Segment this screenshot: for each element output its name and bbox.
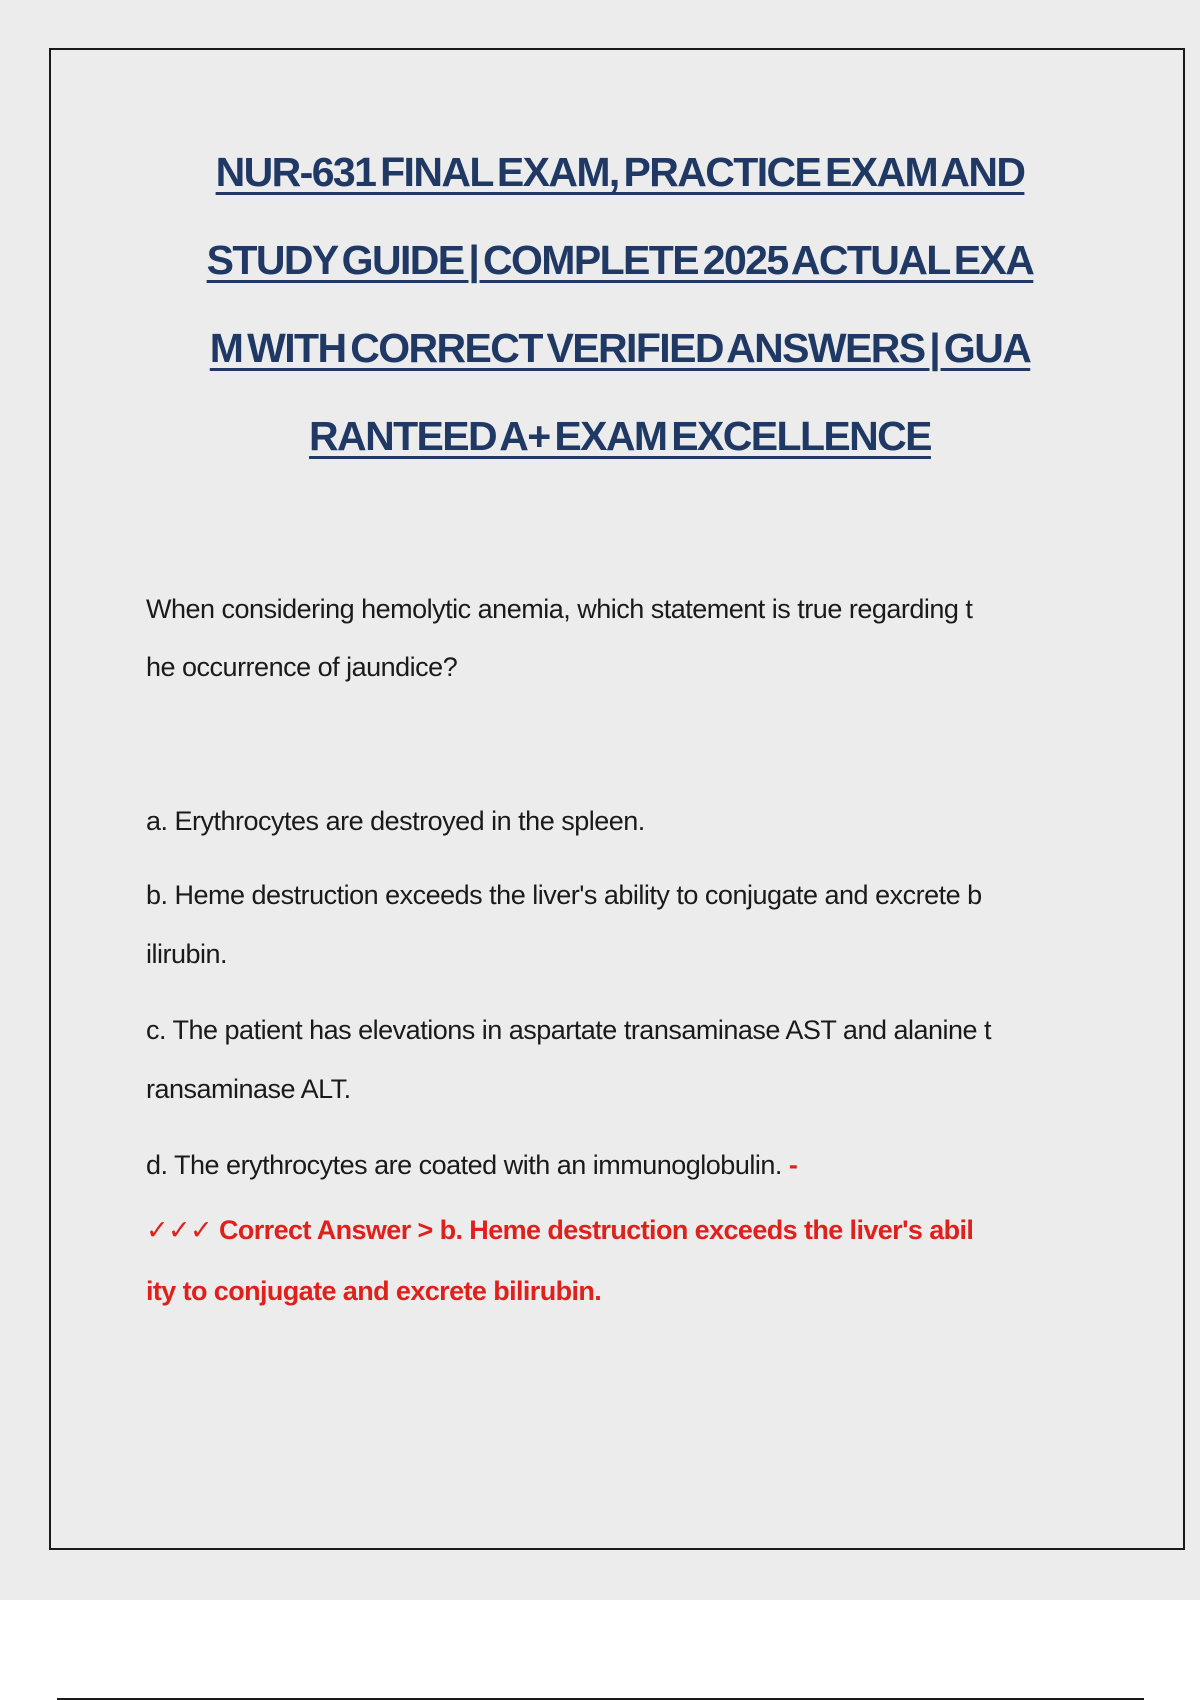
answer-separator: - [781, 1150, 798, 1180]
question-line: he occurrence of jaundice? [146, 652, 458, 682]
question-line: When considering hemolytic anemia, which statement is true regarding t [146, 594, 973, 624]
option-d-text: d. The erythrocytes are coated with an immunoglobulin. [146, 1150, 782, 1180]
document-title [120, 128, 1120, 480]
option-d [146, 1136, 797, 1194]
title-line: RANTEED A+ EXAM EXCELLENCE [309, 413, 931, 459]
correct-answer-line: ity to conjugate and excrete bilirubin. [146, 1276, 602, 1306]
title-line: NUR-631 FINAL EXAM, PRACTICE EXAM AND [215, 149, 1025, 195]
option-a: a. Erythrocytes are destroyed in the spleen. [146, 806, 645, 836]
option-b: b. Heme destruction exceeds the liver's ability to conjugate and excrete b [146, 880, 982, 910]
title-line: M WITH CORRECT VERIFIED ANSWERS | GUA [209, 325, 1031, 371]
option-c-continued: ransaminase ALT. [146, 1074, 351, 1104]
title-line: STUDY GUIDE | COMPLETE 2025 ACTUAL EXA [206, 237, 1034, 283]
option-c: c. The patient has elevations in aspartate transaminase AST and alanine t [146, 1015, 992, 1045]
question-text [146, 580, 1086, 696]
correct-answer-line: ✓✓✓ Correct Answer > b. Heme destruction exceeds the liver's abil [146, 1215, 974, 1245]
correct-answer [146, 1200, 1106, 1322]
option-b-continued: ilirubin. [146, 939, 228, 969]
